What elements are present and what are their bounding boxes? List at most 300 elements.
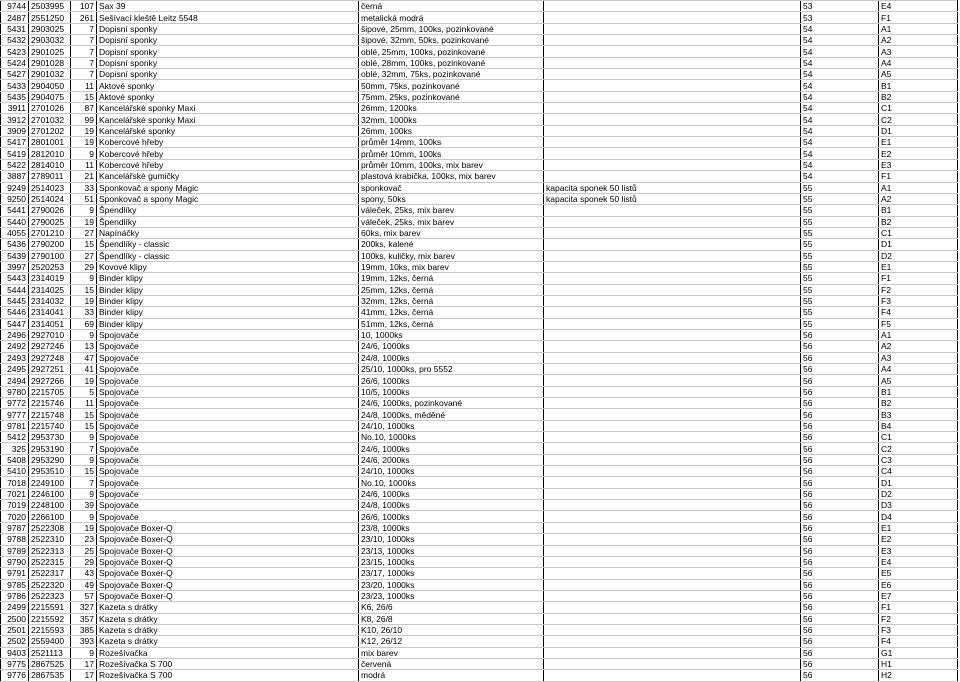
cell-code: 2904050 (29, 80, 71, 91)
cell-name: Spojovače Boxer-Q (97, 522, 359, 533)
table-row (1, 318, 958, 329)
table-row (1, 284, 958, 295)
cell-page: 54 (801, 171, 879, 182)
cell-price: 19 (71, 125, 97, 136)
cell-note (544, 250, 801, 261)
cell-position: A2 (879, 193, 958, 204)
cell-price: 261 (71, 12, 97, 23)
cell-position: A3 (879, 46, 958, 57)
cell-code: 2953290 (29, 454, 71, 465)
cell-description: 24/6, 1000ks (359, 341, 544, 352)
cell-page: 55 (801, 261, 879, 272)
cell-name: Spojovače (97, 386, 359, 397)
cell-price: 7 (71, 23, 97, 34)
cell-price: 19 (71, 375, 97, 386)
cell-price: 9 (71, 647, 97, 658)
cell-note (544, 23, 801, 34)
cell-page: 56 (801, 432, 879, 443)
cell-description: No.10, 1000ks (359, 477, 544, 488)
cell-id: 4055 (1, 227, 29, 238)
cell-price: 327 (71, 602, 97, 613)
cell-note (544, 613, 801, 624)
cell-code: 2215592 (29, 613, 71, 624)
cell-price: 15 (71, 284, 97, 295)
cell-note (544, 227, 801, 238)
table-row (1, 375, 958, 386)
table-row (1, 602, 958, 613)
cell-note (544, 295, 801, 306)
cell-name: Napínáčky (97, 227, 359, 238)
cell-name: Sponkovač a spony Magic (97, 193, 359, 204)
table-row (1, 103, 958, 114)
cell-description: 23/13, 1000ks (359, 545, 544, 556)
cell-note (544, 69, 801, 80)
cell-price: 19 (71, 522, 97, 533)
cell-position: C1 (879, 227, 958, 238)
cell-description: váleček, 25ks, mix barev (359, 205, 544, 216)
cell-name: Kovové klipy (97, 261, 359, 272)
cell-note (544, 647, 801, 658)
cell-note (544, 171, 801, 182)
cell-name: Spojovače Boxer-Q (97, 568, 359, 579)
table-row (1, 12, 958, 23)
cell-page: 56 (801, 375, 879, 386)
cell-position: E3 (879, 545, 958, 556)
cell-id: 9791 (1, 568, 29, 579)
cell-description: K6, 26/6 (359, 602, 544, 613)
cell-id: 5433 (1, 80, 29, 91)
cell-page: 56 (801, 613, 879, 624)
cell-position: B1 (879, 80, 958, 91)
cell-name: Spojovače (97, 454, 359, 465)
cell-page: 54 (801, 148, 879, 159)
table-row (1, 159, 958, 170)
cell-position: C2 (879, 114, 958, 125)
cell-note (544, 12, 801, 23)
cell-description: 26/6, 1000ks (359, 511, 544, 522)
cell-page: 54 (801, 91, 879, 102)
cell-id: 9775 (1, 658, 29, 669)
cell-description: 23/17, 1000ks (359, 568, 544, 579)
cell-id: 9250 (1, 193, 29, 204)
cell-note (544, 261, 801, 272)
cell-description: 24/10, 1000ks (359, 466, 544, 477)
cell-page: 56 (801, 420, 879, 431)
table-row (1, 545, 958, 556)
cell-name: Binder klipy (97, 273, 359, 284)
cell-price: 29 (71, 261, 97, 272)
table-row (1, 466, 958, 477)
cell-note (544, 80, 801, 91)
cell-position: B3 (879, 409, 958, 420)
cell-description: 50mm, 75ks, pozinkované (359, 80, 544, 91)
cell-price: 25 (71, 545, 97, 556)
cell-note (544, 590, 801, 601)
cell-description: 24/6, 1000ks, pozinkované (359, 398, 544, 409)
cell-name: Kazeta s drátky (97, 613, 359, 624)
cell-description: 10, 1000ks (359, 329, 544, 340)
cell-description: 26mm, 1200ks (359, 103, 544, 114)
cell-name: Spojovače (97, 488, 359, 499)
cell-price: 15 (71, 239, 97, 250)
cell-code: 2514024 (29, 193, 71, 204)
cell-id: 2500 (1, 613, 29, 624)
cell-price: 41 (71, 364, 97, 375)
cell-price: 15 (71, 420, 97, 431)
cell-id: 5440 (1, 216, 29, 227)
cell-note (544, 46, 801, 57)
table-row (1, 125, 958, 136)
cell-name: Sponkovač a spony Magic (97, 182, 359, 193)
cell-page: 54 (801, 57, 879, 68)
cell-note (544, 522, 801, 533)
cell-description: oblé, 25mm, 100ks, pozinkované (359, 46, 544, 57)
table-row (1, 409, 958, 420)
cell-note (544, 318, 801, 329)
cell-code: 2522320 (29, 579, 71, 590)
table-row (1, 261, 958, 272)
cell-page: 56 (801, 443, 879, 454)
cell-description: šipové, 25mm, 100ks, pozinkované (359, 23, 544, 34)
cell-id: 9772 (1, 398, 29, 409)
cell-page: 53 (801, 12, 879, 23)
cell-code: 2927010 (29, 329, 71, 340)
cell-note (544, 284, 801, 295)
cell-price: 47 (71, 352, 97, 363)
cell-code: 2701026 (29, 103, 71, 114)
cell-page: 55 (801, 284, 879, 295)
cell-id: 2496 (1, 329, 29, 340)
table-row (1, 522, 958, 533)
cell-note (544, 57, 801, 68)
cell-description: 26mm, 100ks (359, 125, 544, 136)
cell-price: 7 (71, 69, 97, 80)
cell-id: 2502 (1, 636, 29, 647)
cell-position: B2 (879, 216, 958, 227)
cell-note (544, 364, 801, 375)
table-row (1, 534, 958, 545)
cell-page: 56 (801, 477, 879, 488)
cell-page: 56 (801, 466, 879, 477)
cell-description: 100ks, kuličky, mix barev (359, 250, 544, 261)
cell-note (544, 488, 801, 499)
cell-page: 54 (801, 125, 879, 136)
cell-note (544, 477, 801, 488)
cell-description: No.10, 1000ks (359, 432, 544, 443)
cell-page: 56 (801, 658, 879, 669)
cell-id: 9787 (1, 522, 29, 533)
cell-page: 56 (801, 511, 879, 522)
cell-name: Kobercové hřeby (97, 148, 359, 159)
cell-code: 2215746 (29, 398, 71, 409)
cell-name: Kobercové hřeby (97, 159, 359, 170)
cell-price: 11 (71, 80, 97, 91)
cell-name: Spojovače (97, 375, 359, 386)
cell-id: 5424 (1, 57, 29, 68)
cell-price: 51 (71, 193, 97, 204)
cell-position: E1 (879, 137, 958, 148)
cell-description: 25mm, 12ks, černá (359, 284, 544, 295)
cell-position: B2 (879, 398, 958, 409)
cell-id: 9780 (1, 386, 29, 397)
table-row (1, 216, 958, 227)
cell-position: A2 (879, 341, 958, 352)
cell-description: 24/6, 1000ks (359, 488, 544, 499)
cell-note (544, 91, 801, 102)
cell-id: 9776 (1, 670, 29, 681)
cell-id: 9781 (1, 420, 29, 431)
cell-id: 3887 (1, 171, 29, 182)
cell-id: 2501 (1, 624, 29, 635)
cell-name: Spojovače (97, 409, 359, 420)
cell-position: B1 (879, 205, 958, 216)
cell-name: Rozešívačka (97, 647, 359, 658)
cell-id: 2493 (1, 352, 29, 363)
table-row (1, 613, 958, 624)
cell-price: 43 (71, 568, 97, 579)
cell-page: 56 (801, 670, 879, 681)
cell-name: Kazeta s drátky (97, 636, 359, 647)
cell-name: Dopisní sponky (97, 57, 359, 68)
table-row (1, 227, 958, 238)
cell-description: 25/10, 1000ks, pro 5552 (359, 364, 544, 375)
cell-price: 49 (71, 579, 97, 590)
cell-position: E7 (879, 590, 958, 601)
cell-description: 10/5, 1000ks (359, 386, 544, 397)
table-row (1, 670, 958, 681)
cell-page: 56 (801, 454, 879, 465)
cell-note (544, 409, 801, 420)
cell-page: 55 (801, 273, 879, 284)
cell-note (544, 545, 801, 556)
cell-id: 7021 (1, 488, 29, 499)
cell-code: 2215591 (29, 602, 71, 613)
cell-name: Kancelářské sponky Maxi (97, 114, 359, 125)
cell-id: 3997 (1, 261, 29, 272)
table-row (1, 46, 958, 57)
cell-price: 385 (71, 624, 97, 635)
cell-description: oblé, 32mm, 75ks, pozinkované (359, 69, 544, 80)
cell-id: 2499 (1, 602, 29, 613)
table-body (1, 1, 958, 682)
cell-price: 33 (71, 307, 97, 318)
cell-name: Dopisní sponky (97, 23, 359, 34)
cell-price: 11 (71, 398, 97, 409)
cell-page: 56 (801, 364, 879, 375)
cell-note (544, 624, 801, 635)
cell-name: Dopisní sponky (97, 35, 359, 46)
cell-code: 2522315 (29, 556, 71, 567)
cell-description: černá (359, 1, 544, 12)
cell-description: 24/10, 1000ks (359, 420, 544, 431)
cell-description: 32mm, 12ks, černá (359, 295, 544, 306)
cell-note (544, 1, 801, 12)
cell-id: 5423 (1, 46, 29, 57)
cell-position: A1 (879, 182, 958, 193)
cell-name: Špendlíky - classic (97, 250, 359, 261)
table-row (1, 80, 958, 91)
cell-note (544, 375, 801, 386)
table-row (1, 352, 958, 363)
table-row (1, 91, 958, 102)
cell-code: 2701202 (29, 125, 71, 136)
cell-code: 2314025 (29, 284, 71, 295)
table-row (1, 477, 958, 488)
table-row (1, 137, 958, 148)
cell-note (544, 454, 801, 465)
cell-code: 2953510 (29, 466, 71, 477)
table-row (1, 57, 958, 68)
cell-code: 2314019 (29, 273, 71, 284)
cell-code: 2789011 (29, 171, 71, 182)
cell-price: 7 (71, 443, 97, 454)
table-row (1, 420, 958, 431)
cell-page: 56 (801, 556, 879, 567)
cell-name: Kobercové hřeby (97, 137, 359, 148)
cell-page: 56 (801, 568, 879, 579)
cell-id: 5419 (1, 148, 29, 159)
cell-name: Spojovače Boxer-Q (97, 579, 359, 590)
table-row (1, 35, 958, 46)
table-row (1, 488, 958, 499)
cell-id: 5447 (1, 318, 29, 329)
table-row (1, 658, 958, 669)
cell-description: modrá (359, 670, 544, 681)
cell-note (544, 103, 801, 114)
cell-position: B4 (879, 420, 958, 431)
cell-code: 2790025 (29, 216, 71, 227)
cell-name: Spojovače Boxer-Q (97, 534, 359, 545)
cell-id: 5446 (1, 307, 29, 318)
cell-name: Spojovače (97, 500, 359, 511)
cell-description: spony, 50ks (359, 193, 544, 204)
cell-note (544, 466, 801, 477)
cell-code: 2522323 (29, 590, 71, 601)
cell-price: 17 (71, 670, 97, 681)
cell-price: 27 (71, 227, 97, 238)
cell-note (544, 114, 801, 125)
cell-page: 56 (801, 602, 879, 613)
cell-id: 5427 (1, 69, 29, 80)
cell-description: K8, 26/8 (359, 613, 544, 624)
cell-id: 5439 (1, 250, 29, 261)
cell-page: 55 (801, 318, 879, 329)
cell-page: 56 (801, 500, 879, 511)
cell-position: F1 (879, 273, 958, 284)
cell-id: 9786 (1, 590, 29, 601)
cell-description: 24/6, 1000ks (359, 443, 544, 454)
cell-id: 5412 (1, 432, 29, 443)
cell-code: 2314032 (29, 295, 71, 306)
cell-note (544, 159, 801, 170)
cell-price: 357 (71, 613, 97, 624)
cell-note (544, 398, 801, 409)
cell-page: 54 (801, 69, 879, 80)
cell-code: 2953190 (29, 443, 71, 454)
cell-name: Dopisní sponky (97, 69, 359, 80)
cell-price: 17 (71, 658, 97, 669)
cell-code: 2901025 (29, 46, 71, 57)
table-row (1, 590, 958, 601)
cell-description: váleček, 25ks, mix barev (359, 216, 544, 227)
cell-name: Spojovače (97, 477, 359, 488)
cell-code: 2801001 (29, 137, 71, 148)
cell-name: Spojovače Boxer-Q (97, 545, 359, 556)
cell-name: Spojovače (97, 329, 359, 340)
cell-position: B1 (879, 386, 958, 397)
cell-price: 9 (71, 148, 97, 159)
cell-code: 2927251 (29, 364, 71, 375)
cell-position: H2 (879, 670, 958, 681)
cell-id: 5444 (1, 284, 29, 295)
cell-description: K12, 26/12 (359, 636, 544, 647)
cell-page: 54 (801, 23, 879, 34)
cell-code: 2522310 (29, 534, 71, 545)
cell-code: 2248100 (29, 500, 71, 511)
cell-id: 5445 (1, 295, 29, 306)
cell-page: 56 (801, 329, 879, 340)
cell-position: A5 (879, 69, 958, 80)
cell-id: 5441 (1, 205, 29, 216)
cell-price: 99 (71, 114, 97, 125)
cell-code: 2521113 (29, 647, 71, 658)
cell-code: 2522313 (29, 545, 71, 556)
cell-note (544, 579, 801, 590)
cell-page: 56 (801, 545, 879, 556)
table-row (1, 398, 958, 409)
table-row (1, 432, 958, 443)
cell-name: Spojovače (97, 352, 359, 363)
cell-code: 2812010 (29, 148, 71, 159)
cell-position: E4 (879, 556, 958, 567)
cell-note (544, 568, 801, 579)
cell-description: K10, 26/10 (359, 624, 544, 635)
cell-name: Spojovače (97, 420, 359, 431)
cell-position: E4 (879, 1, 958, 12)
cell-note (544, 443, 801, 454)
cell-code: 2522308 (29, 522, 71, 533)
cell-id: 5422 (1, 159, 29, 170)
cell-position: A2 (879, 35, 958, 46)
cell-name: Binder klipy (97, 284, 359, 295)
cell-name: Špendlíky (97, 205, 359, 216)
cell-name: Kancelářské sponky Maxi (97, 103, 359, 114)
cell-note (544, 352, 801, 363)
cell-position: B2 (879, 91, 958, 102)
cell-page: 56 (801, 624, 879, 635)
cell-position: G1 (879, 647, 958, 658)
cell-code: 2904075 (29, 91, 71, 102)
cell-page: 55 (801, 205, 879, 216)
cell-page: 54 (801, 35, 879, 46)
cell-position: F1 (879, 12, 958, 23)
cell-name: Kancelářské sponky (97, 125, 359, 136)
cell-description: sponkovač (359, 182, 544, 193)
cell-description: 24/6, 2000ks (359, 454, 544, 465)
cell-name: Spojovače (97, 443, 359, 454)
table-row (1, 171, 958, 182)
cell-description: průměr 14mm, 100ks (359, 137, 544, 148)
cell-price: 7 (71, 57, 97, 68)
cell-position: A3 (879, 352, 958, 363)
cell-code: 2903032 (29, 35, 71, 46)
cell-description: 24/8, 1000ks (359, 352, 544, 363)
cell-page: 54 (801, 114, 879, 125)
cell-name: Spojovače Boxer-Q (97, 590, 359, 601)
cell-note (544, 420, 801, 431)
cell-note (544, 636, 801, 647)
cell-price: 9 (71, 488, 97, 499)
